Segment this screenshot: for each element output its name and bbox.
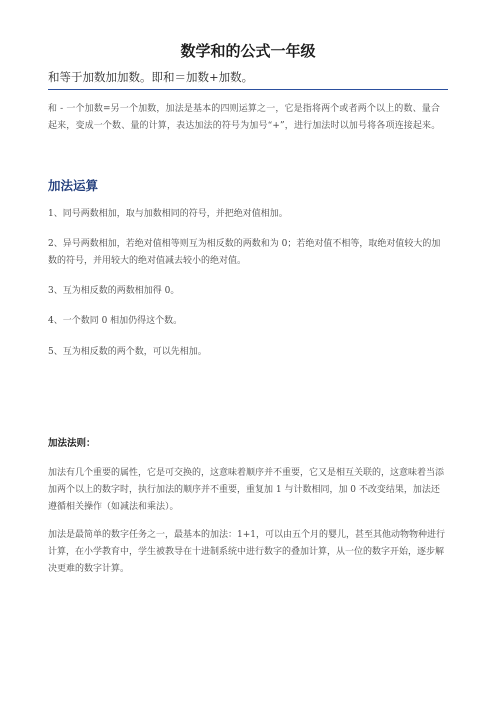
rule-item-1: 1、同号两数相加，取与加数相同的符号，并把绝对值相加。 [48, 209, 288, 219]
rule-item-2: 2、异号两数相加，若绝对值相等则互为相反数的两数和为 0；若绝对值不相等，取绝对值较大的加数的符号，并用较大的绝对值减去较小的绝对值。 [48, 239, 441, 266]
rule-item-3: 3、互为相反数的两数相加得 0。 [48, 286, 180, 296]
section-heading-addition: 加法运算 [48, 178, 99, 193]
intro-paragraph: 和 - 一个加数=另一个加数，加法是基本的四则运算之一，它是指将两个或者两个以上的数、量合起来，变成一个数、量的计算，表达加法的符号为加号“+”，进行加法时以加号将各项连接起来。 [48, 104, 441, 131]
law-paragraph-2: 加法是最简单的数字任务之一，最基本的加法：1+1，可以由五个月的婴儿，甚至其他动物物种进行计算，在小学教育中，学生被教导在十进制系统中进行数字的叠加计算，从一位的数字开始，逐步解决更难的数字计算。 [48, 530, 445, 574]
rule-item-5: 5、互为相反数的两个数，可以先相加。 [48, 347, 207, 357]
document-title: 数学和的公式一年级 [180, 42, 316, 60]
sum-formula-line: 和等于加数加加数。即和＝加数+加数。 [48, 69, 448, 90]
law-heading: 加法法则： [48, 438, 96, 449]
law-paragraph-1: 加法有几个重要的属性，它是可交换的，这意味着顺序并不重要，它又是相互关联的，这意味着当添加两个以上的数字时，执行加法的顺序并不重要，重复加 1 与计数相同，加 0 不改变结果，加法还遵循相关操作（如减法和乘法）。 [48, 468, 445, 512]
rule-item-4: 4、一个数同 0 相加仍得这个数。 [48, 316, 183, 326]
